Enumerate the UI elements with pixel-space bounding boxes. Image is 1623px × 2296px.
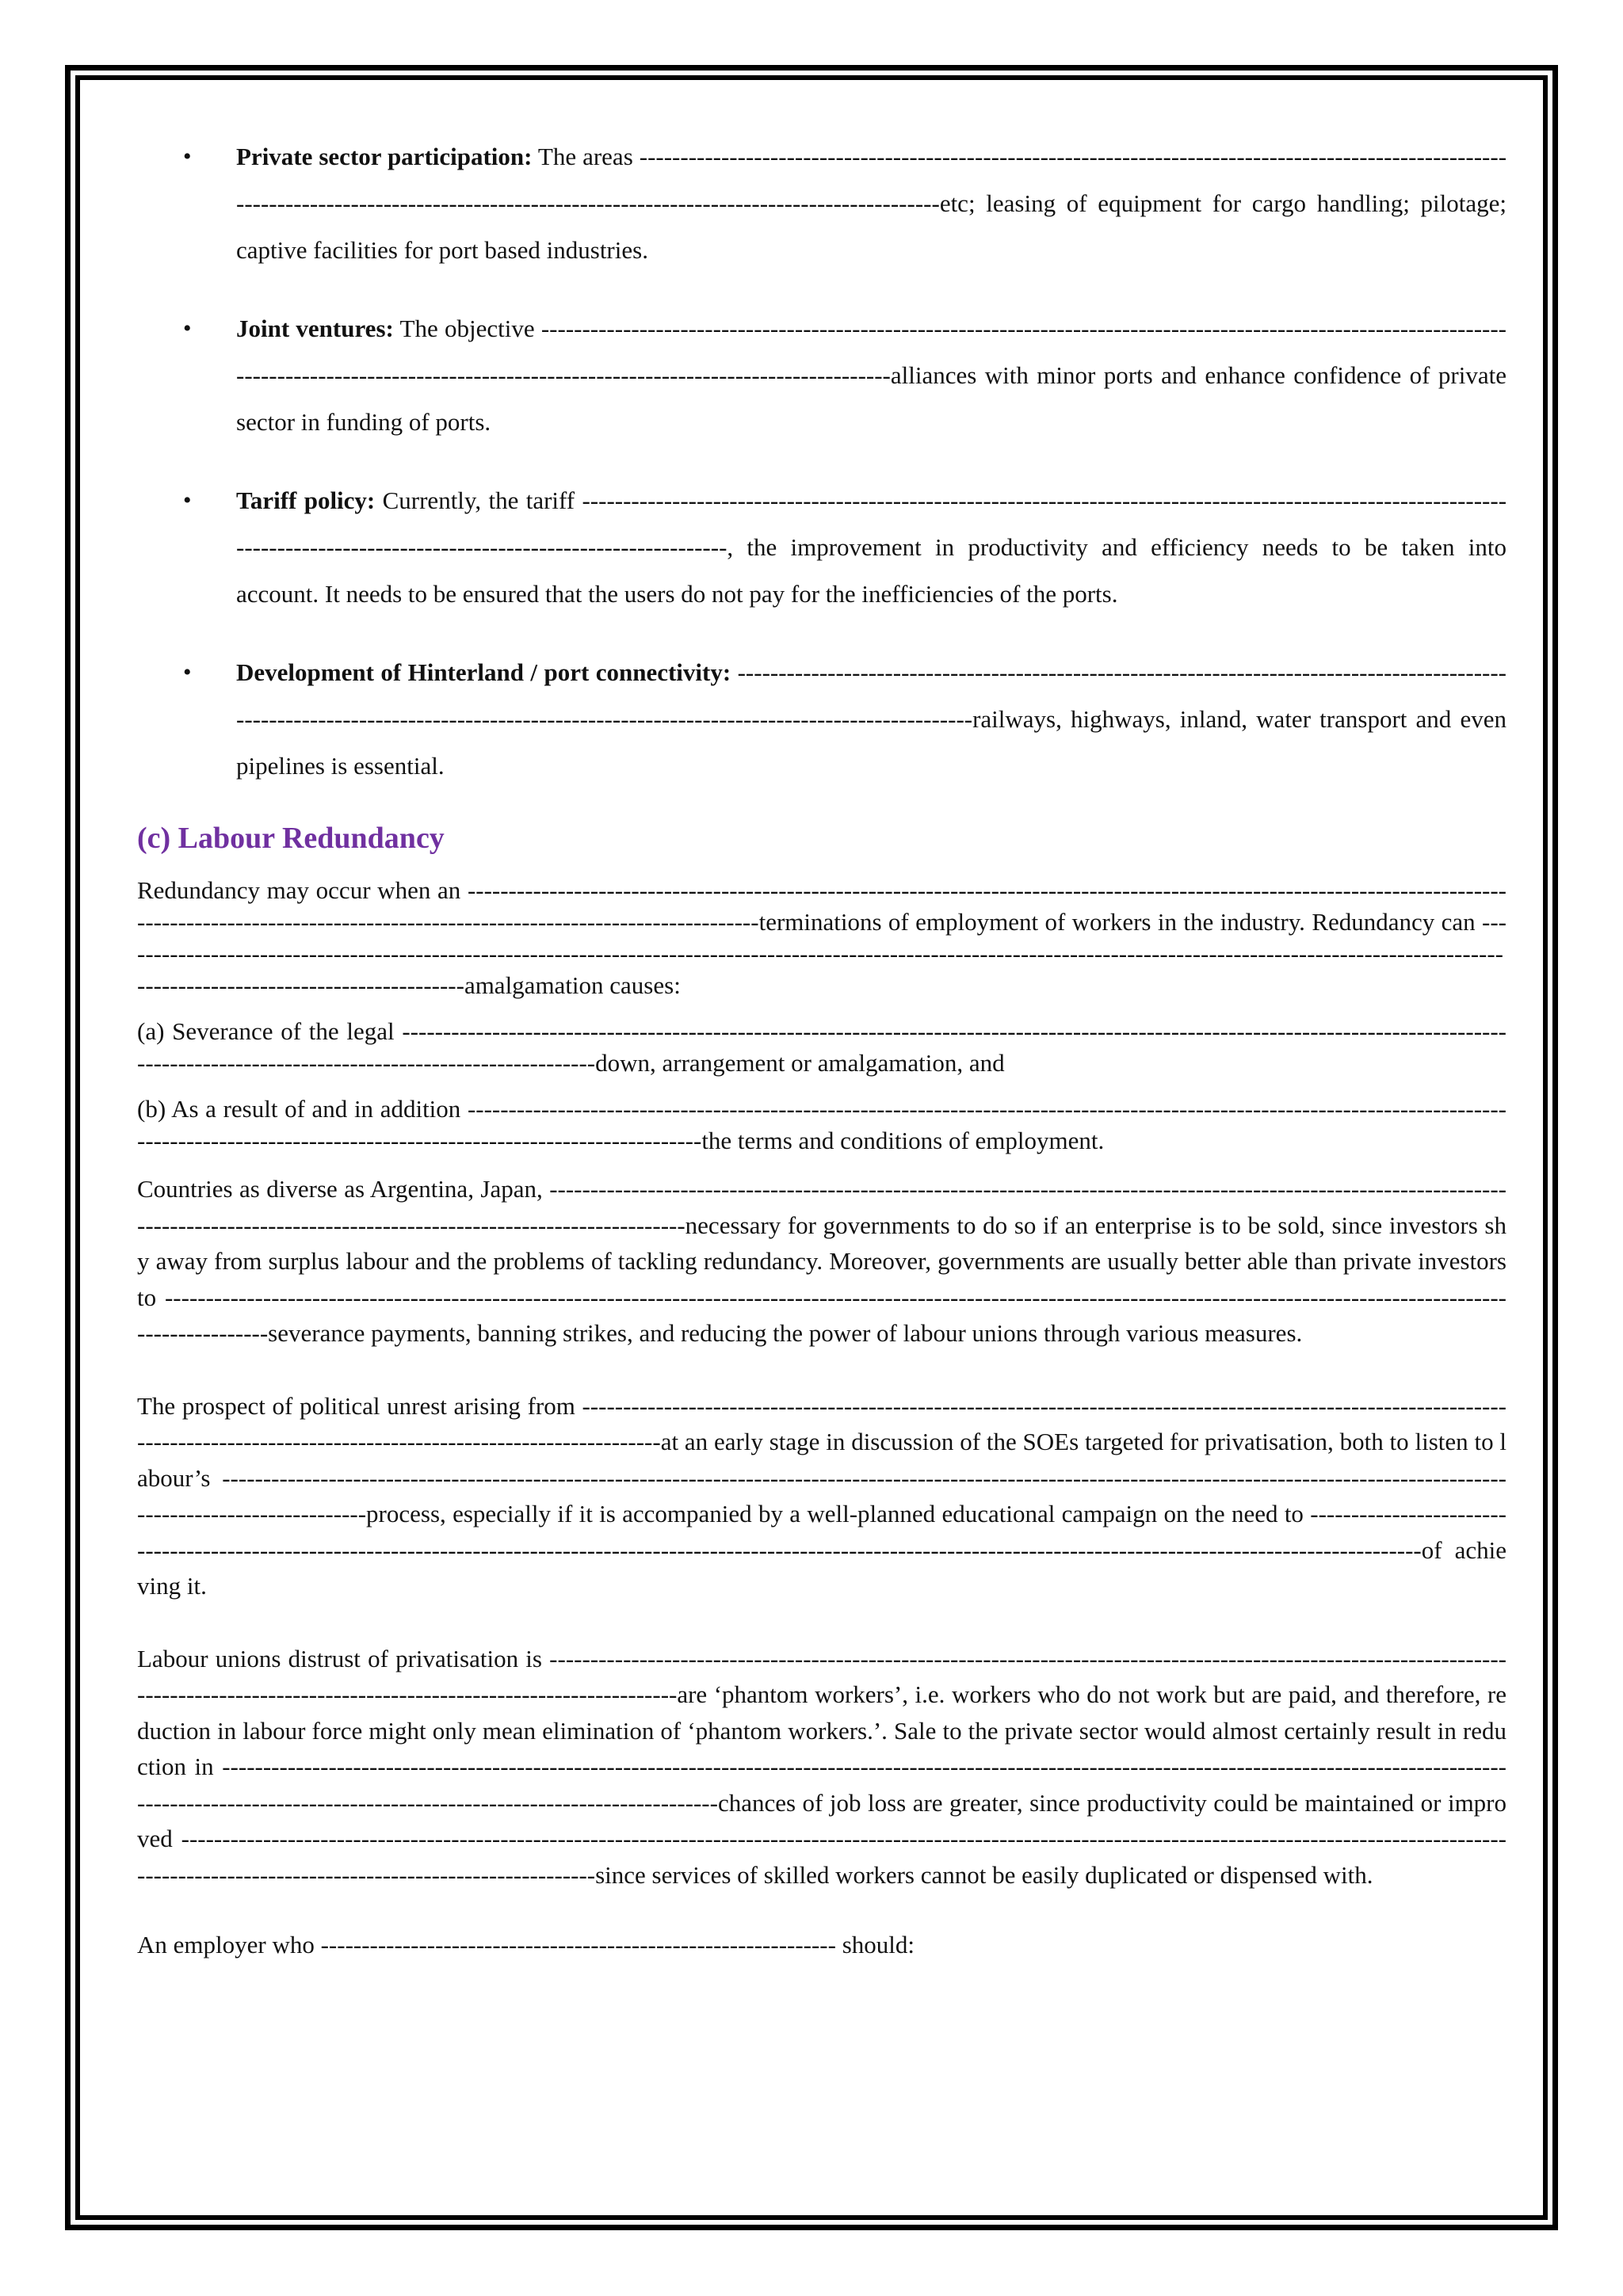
bullet-tail: alliances with minor ports and enhance confidence of private sector in funding of ports.: [236, 361, 1507, 436]
bullet-tail: , the improvement in productivity and efficiency needs to be taken into account. It needs to be ensured that the users do not pay for the inefficiencies of the ports.: [236, 533, 1507, 608]
paragraph: [137, 1641, 1507, 1894]
blank-dashes: ------------------------------------------------------------------------------------------------------------------------------------------------------------------------------------------------------------------: [137, 908, 1507, 999]
blank-dashes: ---------------------------------------------------------------------------------------------------------------------------------------------------------------------------------------: [137, 1644, 1507, 1708]
paragraph: [137, 1016, 1507, 1079]
bullet-tail: etc; leasing of equipment for cargo handling; pilotage; captive facilities for port based industries.: [236, 189, 1507, 264]
paragraph-tail: are ‘phantom workers’, i.e. workers who do not work but are paid, and therefore, reduction in labour force might only mean elimination of ‘phantom workers.’. Sale to the private sector would almost certainly result in reduction in ------------------------------------------------------------------------------------------------------------------------------------------------------------------------------------------------------------------------------------chances of job loss are greater, since productivity could be maintained or improved --------------------------------------------------------------------------------------------------------------------------------------------------------------------------------------------------------------------------since services of skilled workers cannot be easily duplicated or dispensed with.: [137, 1680, 1507, 1889]
blank-dashes: -----------------------------------------------------------------------------------------------------------------------------------------------------------------------------: [236, 486, 1507, 561]
paragraph-lead: Redundancy can: [1312, 908, 1476, 936]
bullet-heading: Private sector participation:: [236, 143, 533, 170]
paragraph: [137, 1388, 1507, 1604]
bullet-item: [137, 133, 1507, 273]
bullet-dot-icon: •: [183, 487, 192, 513]
paragraph-lead: Redundancy may occur when an: [137, 876, 461, 904]
paragraph: [137, 875, 1507, 1001]
bullet-lead: The objective: [399, 315, 535, 342]
paragraph-tail: amalgamation causes:: [464, 971, 681, 999]
paragraph-lead: (a) Severance of the legal: [137, 1017, 395, 1045]
paragraph-lead: Countries as diverse as Argentina, Japan,: [137, 1175, 543, 1203]
blank-dashes: ---------------------------------------------------------------: [320, 1931, 836, 1958]
paragraph-tail: terminations of employment of workers in the industry.: [758, 908, 1305, 936]
paragraph: [137, 1171, 1507, 1352]
paragraph-tail: the terms and conditions of employment.: [701, 1127, 1105, 1154]
bullet-dot-icon: •: [183, 315, 192, 341]
paragraph-tail: necessary for governments to do so if an enterprise is to be sold, since investors shy away from surplus labour and the problems of tackling redundancy. Moreover, governments are usually better able than private investors to ------------------------------------------------------------------------------------------------------------------------------------------------------------------------------------severance payments, banning strikes, and reducing the power of labour unions through various measures.: [137, 1211, 1507, 1347]
blank-dashes: -----------------------------------------------------------------------------------------------------------------------------------------------------------------------------------------------: [137, 1017, 1507, 1077]
blank-dashes: -----------------------------------------------------------------------------------------------------------------------------------------------------------------------------------------------------------: [137, 876, 1507, 936]
paragraph-tail: should:: [835, 1931, 915, 1958]
bullet-item: [137, 305, 1507, 445]
bullet-tail: railways, highways, inland, water transport and even pipelines is essential.: [236, 705, 1507, 780]
bullet-heading: Joint ventures:: [236, 315, 394, 342]
bullet-heading: Development of Hinterland / port connectivity:: [236, 658, 731, 686]
paragraph-lead: The prospect of political unrest arising from: [137, 1391, 575, 1420]
paragraph-tail: down, arrangement or amalgamation, and: [595, 1049, 1005, 1077]
blank-dashes: ----------------------------------------------------------------------------------------------------------------------------------------------------------------------------------------: [236, 658, 1507, 733]
bullet-heading: Tariff policy:: [236, 486, 376, 514]
bullet-lead: Currently, the tariff: [382, 486, 575, 514]
bullet-item: [137, 649, 1507, 789]
paragraph-lead: Labour unions distrust of privatisation is: [137, 1644, 542, 1672]
bullet-list: [137, 133, 1507, 789]
paragraph-lead: An employer who: [137, 1931, 315, 1958]
bullet-dot-icon: •: [183, 143, 192, 170]
bullet-dot-icon: •: [183, 659, 192, 685]
blank-dashes: ----------------------------------------------------------------------------------------------------------------------------------------------------------------------------------------: [137, 1175, 1507, 1239]
section-title: (c) Labour Redundancy: [137, 822, 445, 855]
blank-dashes: ----------------------------------------------------------------------------------------------------------------------------------------------------------------------------------------------------: [137, 1095, 1507, 1154]
blank-dashes: ---------------------------------------------------------------------------------------------------------------------------------------------------------------------------------: [137, 1391, 1507, 1455]
paragraph: [137, 1929, 1507, 1961]
bullet-item: [137, 477, 1507, 617]
paragraph: [137, 1093, 1507, 1157]
blank-dashes: ------------------------------------------------------------------------------------------------------------------------------------------------------------------------------------------------: [236, 143, 1507, 217]
paragraph-lead: (b) As a result of and in addition: [137, 1095, 461, 1123]
document-body: [137, 133, 1507, 1975]
paragraph-tail: at an early stage in discussion of the SOEs targeted for privatisation, both to listen to labour’s -----------------------------------------------------------------------------------------------------------------------------------------------------------------------------------------process, especially if it is accompanied by a well-planned educational campaign on the need to -------------------------------------------------------------------------------------------------------------------------------------------------------------------------------------of achieving it.: [137, 1428, 1507, 1600]
blank-dashes: ------------------------------------------------------------------------------------------------------------------------------------------------------------------------------------------------------: [236, 315, 1507, 389]
bullet-lead: The areas: [537, 143, 633, 170]
